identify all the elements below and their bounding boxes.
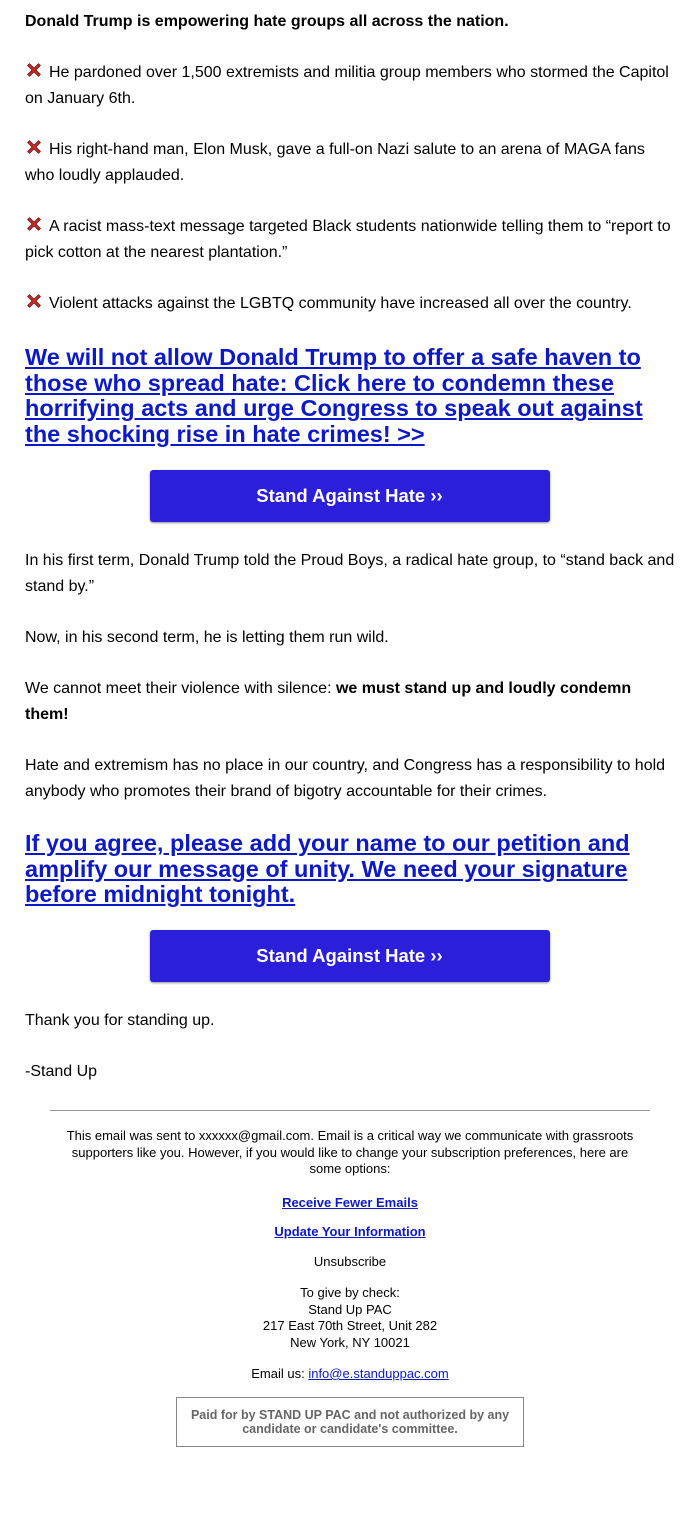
cta-row-2 [25, 930, 675, 982]
check-label: To give by check: [300, 1285, 400, 1300]
headline-1-container [25, 345, 675, 447]
lead-paragraph: Donald Trump is empowering hate groups all across the nation. [25, 13, 509, 30]
body-paragraph-3-text: We cannot meet their violence with silence: [25, 680, 336, 697]
email-label: Email us: [251, 1366, 309, 1381]
cross-mark-icon [25, 215, 43, 233]
petition-headline-link[interactable]: If you agree, please add your name to our petition and amplify our message of unity. We need your signature before midnight tonight. [25, 830, 630, 907]
signoff-text: -Stand Up [25, 1062, 98, 1080]
cross-mark-icon [25, 61, 43, 79]
email-body [25, 9, 675, 1110]
thanks-text: Thank you for standing up. [25, 1011, 215, 1029]
body-paragraph-3-bold: we must stand up and loudly condemn them! [25, 680, 632, 723]
footer-link-row [50, 1224, 650, 1241]
address-line-1: 217 East 70th Street, Unit 282 [262, 1318, 438, 1333]
receive-fewer-emails-link[interactable]: Receive Fewer Emails [282, 1194, 418, 1210]
bullet-item [25, 60, 675, 112]
org-name: Stand Up PAC [308, 1301, 392, 1317]
unsubscribe-text[interactable]: Unsubscribe [313, 1253, 387, 1269]
update-information-link[interactable]: Update Your Information [274, 1224, 426, 1239]
condemn-headline-link[interactable]: We will not allow Donald Trump to offer a safe haven to those who spread hate: Click here to condemn these horrifying acts and urge Congress to speak out against the shocking rise in hate crimes! >> [25, 344, 643, 447]
contact-email-link[interactable]: info@e.standuppac.com [308, 1366, 449, 1381]
bullet-text: Violent attacks against the LGBTQ community have increased all over the country. [49, 295, 632, 312]
mailing-address [50, 1285, 650, 1351]
cross-mark-icon [25, 292, 43, 310]
cross-mark-icon [25, 138, 43, 156]
email-footer [50, 1110, 650, 1447]
headline-2-container [25, 831, 675, 908]
body-paragraph-4: Hate and extremism has no place in our country, and Congress has a responsibility to hold anybody who promotes their brand of bigotry accountable for their crimes. [25, 757, 666, 800]
bullet-item [25, 137, 675, 189]
bullet-item [25, 291, 675, 317]
body-paragraph-1: In his first term, Donald Trump told the Proud Boys, a radical hate group, to “stand back and stand by.” [25, 552, 675, 595]
body-paragraph-2: Now, in his second term, he is letting them run wild. [25, 629, 389, 646]
footer-notice: This email was sent to xxxxxx@gmail.com. Email is a critical way we communicate with grassroots supporters like you. However, if you would like to change your subscription preferences, here are some options: [66, 1128, 634, 1176]
address-line-2: New York, NY 10021 [290, 1334, 410, 1350]
stand-against-hate-button[interactable]: Stand Against Hate ›› [150, 930, 550, 982]
paid-for-disclaimer: Paid for by STAND UP PAC and not authorized by any candidate or candidate's committee. [176, 1397, 524, 1447]
bullet-text: He pardoned over 1,500 extremists and militia group members who stormed the Capitol on January 6th. [25, 64, 669, 107]
disclaimer-row [50, 1397, 650, 1447]
bullet-text: His right-hand man, Elon Musk, gave a full-on Nazi salute to an arena of MAGA fans who loudly applauded. [25, 141, 645, 184]
bullet-text: A racist mass-text message targeted Black students nationwide telling them to “report to pick cotton at the nearest plantation.” [25, 218, 671, 261]
cta-row-1 [25, 470, 675, 522]
bullet-item [25, 214, 675, 266]
stand-against-hate-button[interactable]: Stand Against Hate ›› [150, 470, 550, 522]
contact-email-row [50, 1366, 650, 1383]
body-paragraph-3 [25, 676, 675, 728]
footer-link-row [50, 1195, 650, 1212]
